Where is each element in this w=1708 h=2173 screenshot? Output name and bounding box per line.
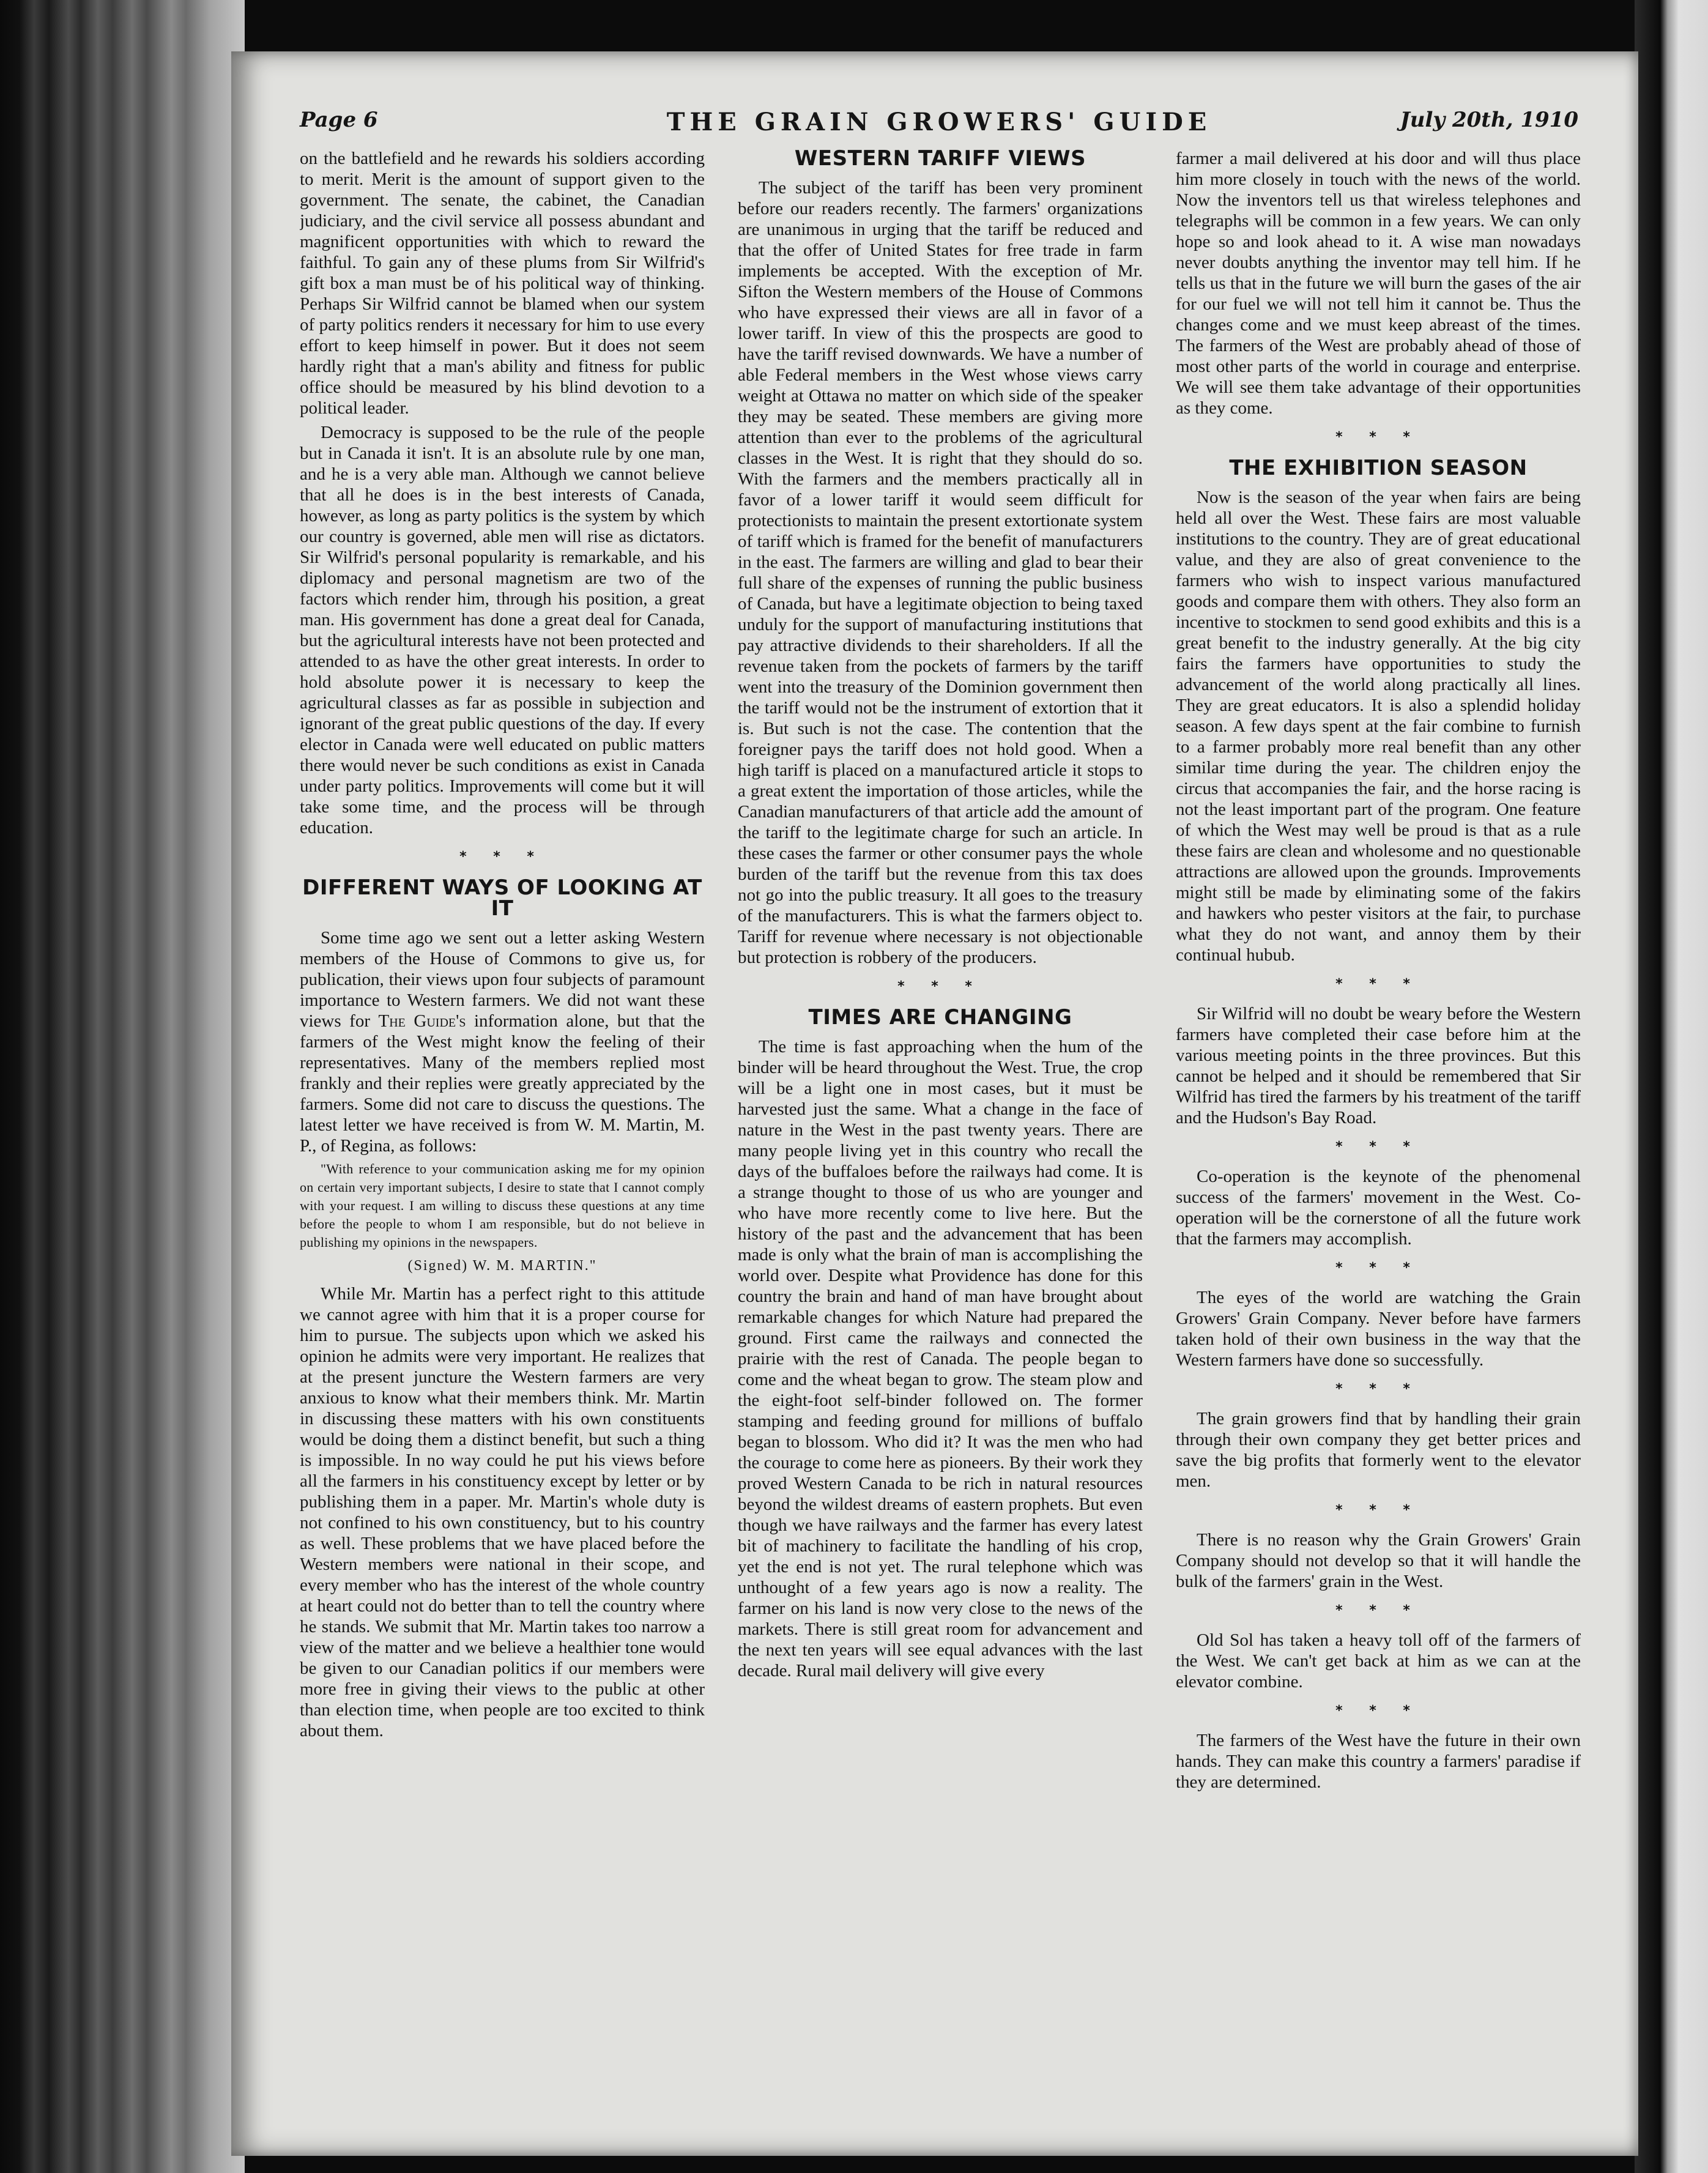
section-separator: * * * — [1335, 1139, 1421, 1154]
section-separator: * * * — [1335, 1603, 1421, 1618]
article-paragraph: on the battlefield and he rewards his soldiers according to merit. Merit is the amount of support given to the government. The senate, the cabinet, the Canadian judiciary, and the civil service all possess abundant and magnificent opportunities with which to reward the faithful. To gain any of these plums from Sir Wilfrid's gift box a man must be of his political way of thinking. Perhaps Sir Wilfrid cannot be blamed when our system of party politics renders it necessary for him to use every effort to keep himself in power. But it does not seem hardly right that a man's ability and fitness for public office should be measured by his blind devotion to a political leader. — [300, 149, 705, 418]
article-paragraph: While Mr. Martin has a perfect right to this attitude we cannot agree with him that it is a proper course for him to pursue. The subjects upon which we asked his opinion he admits were very important. He realizes that at the present juncture the Western farmers are very anxious to know what their members think. Mr. Martin in discussing these matters with his own constituents would be doing them a distinct benefit, but such a thing is impossible. In no way could he put his views before all the farmers in his constituency except by letter or by publishing them in a paper. Mr. Martin's whole duty is not confined to his own constituency, but to his country as well. These problems that we have placed before the Western members were national in their scope, and every member who has the interest of the whole country at heart could not do better than to tell the country where he stands. We submit that Mr. Martin takes too narrow a view of the matter and we believe a healthier tone would be given to our Canadian politics if our members were more free in giving their views to the public at other than election time, when people are too excited to think about them. — [300, 1284, 705, 1740]
page-number: Page 6 — [300, 108, 378, 132]
section-separator: * * * — [459, 849, 545, 864]
article-paragraph: The subject of the tariff has been very prominent before our readers recently. The farmers' organizations are unanimous in urging that the tariff be reduced and that the offer of United States for free trade in farm implements be accepted. With the exception of Mr. Sifton the Western members of the House of Commons who have expressed their views are all in favor of a lower tariff. In view of this the prospects are good to have the tariff revised downwards. We have a number of able Federal members in the West whose views carry weight at Ottawa no matter on which side of the speaker they may be seated. These members are giving more attention than ever to the problems of the agricultural classes in the West. It is right that they should do so. With the farmers and the members practically all in favor of a lower tariff it would seem difficult for protectionists to maintain the present extortionate system of tariff which is framed for the benefit of manufacturers in the east. The farmers are willing and glad to bear their full share of the expenses of running the public business of Canada, but have a legitimate objection to being taxed unduly for the support of manufacturing institutions that pay attractive dividends to their shareholders. If all the revenue taken from the pockets of farmers by the tariff went into the treasury of the Dominion government then the tariff would not be the instrument of extortion that it is. But such is not the case. The contention that the foreigner pays the tariff does not hold good. When a high tariff is placed on a manufactured article it stops to a great extent the importation of those articles, while the Canadian manufacturers of that article add the amount of the tariff to the legitimate charge for such an article. In these cases the farmer or other consumer pays the whole burden of the tariff but the revenue from this tax does not go into the public treasury. It all goes to the treasury of the manufacturers. This is what the farmers object to. Tariff for revenue where necessary is not objectionable but protection is robbery of the producers. — [738, 178, 1143, 967]
book-binding-edge — [0, 0, 245, 2173]
newspaper-page — [231, 51, 1638, 2156]
editorial-note: Co-operation is the keynote of the phenomenal success of the farmers' movement in the West. Co-operation will be the cornerstone of all the future work that the farmers may accomplish. — [1176, 1167, 1581, 1249]
editorial-note: Sir Wilfrid will no doubt be weary before the Western farmers have completed their case before him at the various meeting points in the three provinces. But this cannot be helped and it should be remembered that Sir Wilfrid has tired the farmers by his treatment of the tariff and the Hudson's Bay Road. — [1176, 1004, 1581, 1127]
editorial-note: Old Sol has taken a heavy toll off of the farmers of the West. We can't get back at him as we can at the elevator combine. — [1176, 1630, 1581, 1692]
article-paragraph: farmer a mail delivered at his door and will thus place him more closely in touch with the news of the world. Now the inventors tell us that wireless telephones and telegraphs will be common in a few years. We can only hope so and look ahead to it. A wise man nowadays never doubts anything the inventor may tell him. If he tells us that in the future we will burn the gases of the air for our fuel we will not tell him it cannot be. Thus the changes come and we must keep abreast of the times. The farmers of the West are probably ahead of those of most other parts of the world in courage and enterprise. We will see them take advantage of their opportunities as they come. — [1176, 149, 1581, 418]
article-heading: TIMES ARE CHANGING — [808, 1005, 1072, 1030]
editorial-note: The farmers of the West have the future in their own hands. They can make this country a farmers' paradise if they are determined. — [1176, 1731, 1581, 1792]
article-heading: WESTERN TARIFF VIEWS — [794, 148, 1086, 171]
section-separator: * * * — [1335, 1381, 1421, 1397]
column-1 — [300, 148, 705, 2130]
editorial-note: The grain growers find that by handling their grain through their own company they get better prices and save the big profits that formerly went to the elevator men. — [1176, 1409, 1581, 1491]
text-run: Some time ago we sent out a letter asking Western members of the House of Commons to give us, for publication, their views upon four subjects of paramount importance to Western farmers. We did not want these views for — [300, 928, 705, 1031]
letter-signature: (Signed) W. M. MARTIN." — [407, 1258, 597, 1274]
section-separator: * * * — [1335, 1503, 1421, 1518]
article-paragraph: Democracy is supposed to be the rule of the people but in Canada it isn't. It is an absolute rule by one man, and he is a very able man. Although we cannot believe that all he does is in the best interests of Canada, however, as long as party politics is the system by which our country is governed, able men will rise as dictators. Sir Wilfrid's personal popularity is remarkable, and his diplomacy and personal magnetism are two of the factors which render him, through his position, a great man. His government has done a great deal for Canada, but the agricultural interests have not been protected and attended to as have the other great interests. In order to hold absolute power it is necessary to keep the agricultural classes as far as possible in subjection and ignorant of the great public questions of the day. If every elector in Canada were well educated on public matters there would never be such conditions as exist in Canada under party politics. Improvements will come but it will take some time, and the process will be through education. — [300, 423, 705, 838]
article-paragraph: The time is fast approaching when the hum of the binder will be heard throughout the West. True, the crop will be a light one in most cases, but it must be harvested just the same. What a change in the face of nature in the West in the past twenty years. There are many people living yet in this country who recall the days of the buffaloes before the railways had come. It is a strange thought to those of us who are younger and who have more recently come to live here. But the history of the past and the advancement that has been made is only what the brain of man is accomplishing the world over. Despite what Providence has done for this country the brain and hand of man have brought about remarkable changes for which Nature had prepared the ground. First came the railways and connected the prairie with the rest of Canada. The people began to come and the wheat began to grow. The steam plow and the eight-foot self-binder followed on. The former stamping and feeding ground for millions of buffalo began to blossom. Who did it? It was the men who had the courage to come here as pioneers. By their work they proved Western Canada to be rich in natural resources beyond the wildest dreams of eastern prophets. But even though we have railways and the farmer has every latest bit of machinery to facilitate the handling of his crop, yet the end is not yet. The rural telephone which was unthought of a few years ago is now a reality. The farmer on his land is now very close to the news of the markets. There is still great room for advancement and the next ten years will see equal advances with the last decade. Rural mail delivery will give every — [738, 1037, 1143, 1681]
issue-date: July 20th, 1910 — [1400, 108, 1578, 132]
masthead-title: THE GRAIN GROWERS' GUIDE — [666, 108, 1212, 136]
section-separator: * * * — [1335, 429, 1421, 445]
editorial-note: The eyes of the world are watching the Grain Growers' Grain Company. Never before have farmers taken hold of their own business in the way that the Western farmers have done so successfully. — [1176, 1288, 1581, 1370]
column-2 — [738, 148, 1143, 2130]
page-header — [300, 108, 1578, 142]
section-separator: * * * — [897, 979, 983, 994]
column-3 — [1176, 148, 1581, 2130]
section-separator: * * * — [1335, 1260, 1421, 1276]
editorial-note: There is no reason why the Grain Growers' Grain Company should not develop so that it will handle the bulk of the farmers' grain in the West. — [1176, 1530, 1581, 1591]
article-paragraph — [300, 927, 705, 1156]
article-paragraph: Now is the season of the year when fairs are being held all over the West. These fairs are most valuable institutions to the country. They are of great educational value, and they are also of great convenience to the farmers who wish to inspect various manufactured goods and compare them with others. They also form an incentive to stockmen to send good exhibits and this is a great benefit to the industry generally. At the big city fairs the farmers have opportunities to study the advancement of the world along practically all lines. They are great educators. It is also a splendid holiday season. A few days spent at the fair combine to furnish to a farmer probably more real benefit than any other similar time during the year. The children enjoy the circus that accompanies the fair, and the horse racing is not the least important part of the program. One feature of which the West may well be proud is that as a rule these fairs are clean and wholesome and no questionable attractions are allowed upon the grounds. Improvements might still be made by eliminating some of the fakirs and hawkers who pester visitors at the fair, to purchase what they do not want, and annoy them by their continual hubub. — [1176, 488, 1581, 965]
text-run: information alone, but that the farmers of the West might know the feeling of their representatives. Many of the members replied most frankly and their replies were greatly appreciated by the farmers. Some did not care to discuss the questions. The latest letter we have received is from W. M. Martin, M. P., of Regina, as follows: — [300, 1011, 705, 1156]
quoted-letter: "With reference to your communication asking me for my opinion on certain very important subjects, I desire to state that I cannot comply with your request. I am willing to discuss these questions at any time before the people to whom I am responsible, but do not believe in publishing my opinions in the newspapers. — [300, 1161, 705, 1250]
section-separator: * * * — [1335, 1703, 1421, 1718]
section-separator: * * * — [1335, 976, 1421, 992]
article-heading: DIFFERENT WAYS OF LOOKING AT IT — [302, 875, 702, 921]
publication-name: The Guide's — [378, 1011, 466, 1031]
article-heading: THE EXHIBITION SEASON — [1229, 456, 1528, 480]
next-page-edge — [1635, 0, 1708, 2173]
